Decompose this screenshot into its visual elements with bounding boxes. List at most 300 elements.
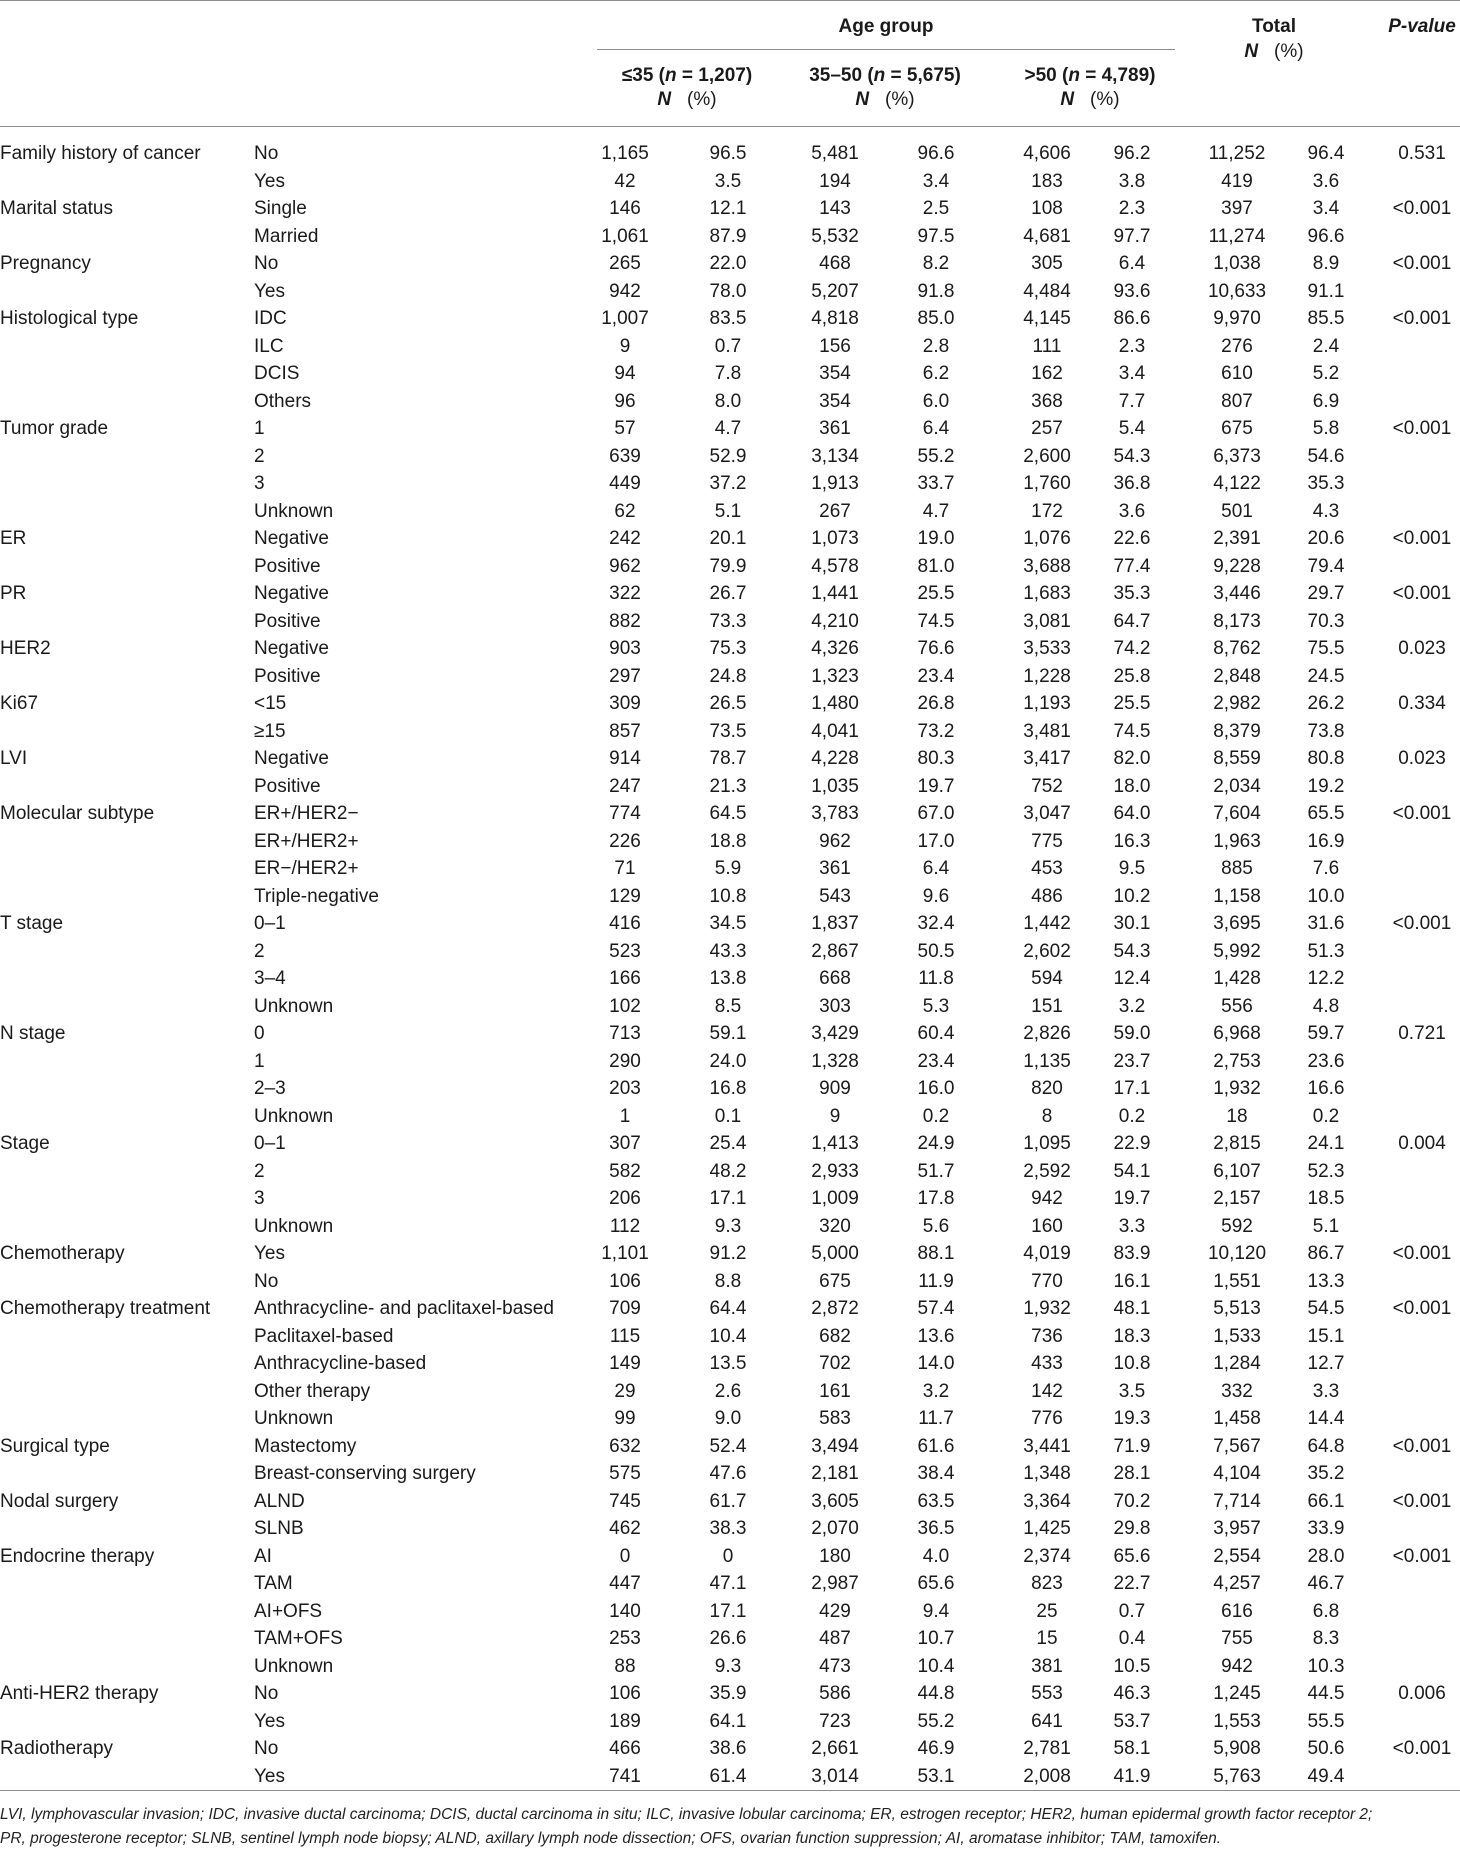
p-value-cell: 0.023 bbox=[1398, 638, 1446, 659]
percent-cell: 4.8 bbox=[1312, 995, 1340, 1017]
percent-cell: 73.2 bbox=[917, 720, 955, 742]
count-cell: 702 bbox=[819, 1353, 851, 1374]
percent-cell: 9.5 bbox=[1118, 858, 1146, 879]
count-cell: 4,228 bbox=[811, 748, 859, 769]
count-cell: 1,035 bbox=[811, 775, 859, 797]
category-label: TAM+OFS bbox=[254, 1628, 343, 1649]
category-label: Other therapy bbox=[254, 1380, 371, 1402]
count-cell: 909 bbox=[819, 1078, 851, 1099]
percent-cell: 25.8 bbox=[1113, 665, 1151, 687]
table-row bbox=[0, 1708, 1460, 1736]
count-cell: 0 bbox=[619, 1545, 631, 1567]
percent-cell: 5.2 bbox=[1312, 363, 1340, 384]
table-row bbox=[0, 498, 1460, 526]
percent-cell: 19.3 bbox=[1113, 1408, 1151, 1429]
variable-label: N stage bbox=[0, 1023, 66, 1044]
count-cell: 1,165 bbox=[601, 143, 649, 164]
variable-label: Tumor grade bbox=[0, 418, 109, 439]
percent-cell: 10.8 bbox=[709, 885, 747, 907]
percent-cell: 3.4 bbox=[922, 170, 950, 192]
count-cell: 276 bbox=[1221, 335, 1253, 357]
count-cell: 5,000 bbox=[811, 1243, 859, 1264]
percent-cell: 22.6 bbox=[1113, 528, 1151, 549]
variable-label: Endocrine therapy bbox=[0, 1545, 155, 1567]
count-cell: 18 bbox=[1226, 1105, 1248, 1127]
percent-cell: 10.8 bbox=[1113, 1353, 1151, 1374]
table-row bbox=[0, 1405, 1460, 1433]
percent-cell: 29.7 bbox=[1307, 583, 1345, 604]
percent-cell: 14.4 bbox=[1307, 1408, 1345, 1429]
category-label: Positive bbox=[254, 555, 321, 577]
table-row bbox=[0, 1543, 1460, 1571]
count-cell: 1,101 bbox=[601, 1243, 649, 1264]
percent-cell: 5.3 bbox=[922, 995, 950, 1017]
p-value-cell: <0.001 bbox=[1392, 253, 1452, 274]
percent-cell: 46.9 bbox=[917, 1738, 955, 1759]
percent-cell: 80.3 bbox=[917, 748, 955, 769]
percent-cell: 34.5 bbox=[709, 913, 747, 934]
table-row bbox=[0, 1625, 1460, 1653]
count-cell: 2,933 bbox=[811, 1160, 859, 1182]
count-cell: 1,038 bbox=[1213, 253, 1261, 274]
count-cell: 4,104 bbox=[1213, 1463, 1261, 1484]
p-value-cell: 0.023 bbox=[1398, 748, 1446, 769]
footnote-line: PR, progesterone receptor; SLNB, sentinel lymph node biopsy; ALND, axillary lymph node dissection; OFS, ovarian function suppression; AI, aromatase inhibitor; TAM, tamoxifen. bbox=[0, 1830, 1222, 1847]
count-cell: 885 bbox=[1221, 858, 1253, 879]
percent-cell: 43.3 bbox=[709, 940, 747, 962]
percent-cell: 8.2 bbox=[922, 253, 950, 274]
count-cell: 7,714 bbox=[1213, 1490, 1261, 1512]
percent-cell: 16.0 bbox=[917, 1078, 955, 1099]
count-cell: 160 bbox=[1031, 1215, 1063, 1237]
count-cell: 3,481 bbox=[1023, 720, 1071, 742]
count-cell: 62 bbox=[614, 500, 636, 522]
percent-cell: 47.1 bbox=[709, 1573, 747, 1594]
table-row bbox=[0, 690, 1460, 718]
percent-cell: 3.8 bbox=[1118, 170, 1146, 192]
percent-cell: 18.8 bbox=[709, 830, 747, 852]
percent-cell: 18.3 bbox=[1113, 1325, 1151, 1347]
percent-cell: 0.7 bbox=[1118, 1600, 1146, 1622]
count-cell: 575 bbox=[609, 1463, 641, 1484]
category-label: No bbox=[254, 1738, 279, 1759]
category-label: Unknown bbox=[254, 1408, 334, 1429]
percent-cell: 31.6 bbox=[1307, 913, 1345, 934]
percent-cell: 54.3 bbox=[1113, 445, 1151, 467]
percent-cell: 96.5 bbox=[709, 143, 747, 164]
percent-cell: 59.7 bbox=[1307, 1023, 1345, 1044]
table-row bbox=[0, 278, 1460, 306]
percent-cell: 2.6 bbox=[714, 1380, 742, 1402]
table-row bbox=[0, 965, 1460, 993]
percent-cell: 52.4 bbox=[709, 1435, 747, 1457]
table-row bbox=[0, 1488, 1460, 1516]
percent-cell: 26.6 bbox=[709, 1628, 747, 1649]
percent-cell: 35.2 bbox=[1307, 1463, 1345, 1484]
percent-cell: 19.7 bbox=[917, 775, 955, 797]
percent-cell: 19.0 bbox=[917, 528, 955, 549]
percent-cell: 13.3 bbox=[1307, 1270, 1345, 1292]
category-label: Yes bbox=[254, 170, 285, 192]
count-cell: 368 bbox=[1031, 390, 1063, 412]
percent-cell: 20.1 bbox=[709, 528, 747, 549]
count-cell: 903 bbox=[609, 638, 641, 659]
count-cell: 1,413 bbox=[811, 1133, 859, 1154]
percent-cell: 8.8 bbox=[714, 1270, 742, 1292]
count-cell: 4,041 bbox=[811, 720, 859, 742]
variable-label: Surgical type bbox=[0, 1435, 110, 1457]
count-cell: 553 bbox=[1031, 1683, 1063, 1704]
count-cell: 172 bbox=[1031, 500, 1063, 522]
count-cell: 7,567 bbox=[1213, 1435, 1261, 1457]
count-cell: 226 bbox=[609, 830, 641, 852]
percent-cell: 25.4 bbox=[709, 1133, 747, 1154]
count-cell: 592 bbox=[1221, 1215, 1253, 1237]
count-cell: 2,008 bbox=[1023, 1765, 1071, 1787]
category-label: Yes bbox=[254, 1710, 285, 1732]
table-row bbox=[0, 1323, 1460, 1351]
footnote bbox=[0, 1803, 1460, 1851]
category-label: Unknown bbox=[254, 1215, 334, 1237]
variable-label: T stage bbox=[0, 913, 64, 934]
p-value-cell: <0.001 bbox=[1392, 418, 1452, 439]
count-cell: 466 bbox=[609, 1738, 641, 1759]
count-cell: 775 bbox=[1031, 830, 1063, 852]
count-cell: 770 bbox=[1031, 1270, 1063, 1292]
count-cell: 267 bbox=[819, 500, 851, 522]
count-cell: 487 bbox=[819, 1628, 851, 1649]
percent-cell: 51.3 bbox=[1307, 940, 1345, 962]
percent-cell: 38.3 bbox=[709, 1518, 747, 1539]
table-row bbox=[0, 470, 1460, 498]
count-cell: 140 bbox=[609, 1600, 641, 1622]
table-row bbox=[0, 1103, 1460, 1131]
percent-cell: 9.6 bbox=[922, 885, 950, 907]
variable-label: Chemotherapy treatment bbox=[0, 1298, 211, 1319]
count-cell: 7,604 bbox=[1213, 803, 1261, 824]
percent-cell: 11.9 bbox=[918, 1270, 954, 1292]
count-cell: 94 bbox=[614, 363, 636, 384]
p-value-cell: 0.334 bbox=[1398, 693, 1446, 714]
category-label: Paclitaxel-based bbox=[254, 1325, 394, 1347]
percent-cell: 70.3 bbox=[1307, 610, 1345, 632]
count-cell: 4,326 bbox=[811, 638, 859, 659]
count-cell: 42 bbox=[614, 170, 636, 192]
table-row bbox=[0, 1130, 1460, 1158]
percent-cell: 13.8 bbox=[709, 968, 747, 989]
count-cell: 486 bbox=[1031, 885, 1063, 907]
count-cell: 8,559 bbox=[1213, 748, 1261, 769]
table-top-rule bbox=[0, 0, 1460, 1]
count-cell: 639 bbox=[609, 445, 641, 467]
percent-cell: 26.2 bbox=[1307, 693, 1345, 714]
category-label: 3 bbox=[254, 1188, 265, 1209]
table-row bbox=[0, 938, 1460, 966]
percent-cell: 50.5 bbox=[917, 940, 955, 962]
table-row bbox=[0, 195, 1460, 223]
percent-cell: 87.9 bbox=[709, 225, 747, 247]
table-row bbox=[0, 250, 1460, 278]
percent-cell: 30.1 bbox=[1113, 913, 1151, 934]
percent-cell: 91.1 bbox=[1307, 280, 1345, 302]
group3-header: >50 (n = 4,789) N (%) bbox=[1024, 65, 1156, 110]
count-cell: 1,193 bbox=[1023, 693, 1071, 714]
percent-cell: 10.7 bbox=[917, 1628, 955, 1649]
category-label: Married bbox=[254, 225, 319, 247]
table-row bbox=[0, 443, 1460, 471]
percent-cell: 2.8 bbox=[922, 335, 950, 357]
percent-cell: 97.7 bbox=[1113, 225, 1151, 247]
percent-cell: 70.2 bbox=[1113, 1490, 1151, 1512]
count-cell: 1 bbox=[619, 1105, 631, 1127]
count-cell: 5,513 bbox=[1213, 1298, 1261, 1319]
count-cell: 4,145 bbox=[1023, 308, 1071, 329]
category-label: Negative bbox=[254, 528, 329, 549]
count-cell: 4,210 bbox=[811, 610, 859, 632]
count-cell: 2,826 bbox=[1023, 1023, 1071, 1044]
category-label: Positive bbox=[254, 665, 321, 687]
percent-cell: 16.8 bbox=[709, 1078, 747, 1099]
count-cell: 2,815 bbox=[1213, 1133, 1261, 1154]
count-cell: 397 bbox=[1221, 198, 1253, 219]
count-cell: 741 bbox=[609, 1765, 641, 1787]
category-label: Negative bbox=[254, 583, 329, 604]
count-cell: 2,554 bbox=[1213, 1545, 1261, 1567]
category-label: ALND bbox=[254, 1490, 305, 1512]
count-cell: 305 bbox=[1031, 253, 1063, 274]
category-label: Triple-negative bbox=[254, 885, 379, 907]
percent-cell: 2.4 bbox=[1312, 335, 1340, 357]
percent-cell: 33.7 bbox=[917, 473, 955, 494]
category-label: Mastectomy bbox=[254, 1435, 357, 1457]
count-cell: 9 bbox=[829, 1105, 841, 1127]
percent-cell: 61.4 bbox=[709, 1765, 747, 1787]
table-row bbox=[0, 993, 1460, 1021]
percent-cell: 65.6 bbox=[1113, 1545, 1151, 1567]
category-label: ER+/HER2+ bbox=[254, 830, 359, 852]
count-cell: 1,425 bbox=[1023, 1518, 1071, 1539]
percent-cell: 86.7 bbox=[1307, 1243, 1345, 1264]
percent-cell: 23.4 bbox=[917, 1050, 955, 1072]
count-cell: 1,553 bbox=[1213, 1710, 1261, 1732]
percent-cell: 11.7 bbox=[918, 1408, 954, 1429]
table-row bbox=[0, 1268, 1460, 1296]
p-value-cell: <0.001 bbox=[1392, 528, 1452, 549]
percent-cell: 7.7 bbox=[1118, 390, 1146, 412]
count-cell: 675 bbox=[819, 1270, 851, 1292]
table-row bbox=[0, 1295, 1460, 1323]
count-cell: 1,007 bbox=[601, 308, 649, 329]
percent-cell: 21.3 bbox=[709, 775, 747, 797]
count-cell: 1,284 bbox=[1213, 1353, 1261, 1374]
count-cell: 709 bbox=[609, 1298, 641, 1319]
table-row bbox=[0, 828, 1460, 856]
percent-cell: 74.5 bbox=[1113, 720, 1151, 742]
count-cell: 1,348 bbox=[1023, 1463, 1071, 1484]
percent-cell: 12.1 bbox=[709, 198, 747, 219]
count-cell: 194 bbox=[819, 170, 851, 192]
count-cell: 112 bbox=[609, 1215, 641, 1237]
count-cell: 2,157 bbox=[1213, 1188, 1261, 1209]
category-label: Breast-conserving surgery bbox=[254, 1463, 476, 1484]
count-cell: 2,848 bbox=[1213, 665, 1261, 687]
p-value-cell: <0.001 bbox=[1392, 913, 1452, 934]
percent-cell: 93.6 bbox=[1113, 280, 1151, 302]
percent-cell: 17.1 bbox=[709, 1188, 747, 1209]
percent-cell: 67.0 bbox=[917, 803, 955, 824]
percent-cell: 55.5 bbox=[1307, 1710, 1345, 1732]
percent-cell: 91.8 bbox=[917, 280, 955, 302]
count-cell: 1,551 bbox=[1213, 1270, 1261, 1292]
percent-cell: 20.6 bbox=[1307, 528, 1345, 549]
percent-cell: 16.3 bbox=[1113, 830, 1151, 852]
count-cell: 6,107 bbox=[1213, 1160, 1261, 1182]
count-cell: 3,957 bbox=[1213, 1518, 1261, 1539]
count-cell: 9,228 bbox=[1213, 555, 1261, 577]
percent-cell: 85.0 bbox=[917, 308, 955, 329]
count-cell: 914 bbox=[609, 748, 641, 769]
count-cell: 2,181 bbox=[811, 1463, 859, 1484]
percent-cell: 15.1 bbox=[1307, 1325, 1345, 1347]
table-row bbox=[0, 168, 1460, 196]
table-row bbox=[0, 1158, 1460, 1186]
variable-label: Histological type bbox=[0, 308, 139, 329]
percent-cell: 9.3 bbox=[714, 1655, 742, 1677]
percent-cell: 64.4 bbox=[709, 1298, 747, 1319]
count-cell: 616 bbox=[1221, 1600, 1253, 1622]
percent-cell: 36.8 bbox=[1113, 473, 1151, 494]
percent-cell: 10.5 bbox=[1113, 1655, 1151, 1677]
count-cell: 3,417 bbox=[1023, 748, 1071, 769]
count-cell: 1,533 bbox=[1213, 1325, 1261, 1347]
count-cell: 29 bbox=[614, 1380, 636, 1402]
count-cell: 962 bbox=[819, 830, 851, 852]
count-cell: 1,963 bbox=[1213, 830, 1261, 852]
percent-cell: 64.1 bbox=[709, 1710, 747, 1732]
count-cell: 4,606 bbox=[1023, 143, 1071, 164]
group1-header: ≤35 (n = 1,207) N (%) bbox=[621, 65, 753, 110]
p-value-cell: <0.001 bbox=[1392, 583, 1452, 604]
count-cell: 4,257 bbox=[1213, 1573, 1261, 1594]
count-cell: 1,228 bbox=[1023, 665, 1071, 687]
count-cell: 713 bbox=[609, 1023, 641, 1044]
category-label: IDC bbox=[254, 308, 287, 329]
percent-cell: 19.7 bbox=[1113, 1188, 1151, 1209]
percent-cell: 16.6 bbox=[1307, 1078, 1345, 1099]
category-label: 0–1 bbox=[254, 913, 286, 934]
count-cell: 3,688 bbox=[1023, 555, 1071, 577]
count-cell: 57 bbox=[614, 418, 636, 439]
table-row bbox=[0, 800, 1460, 828]
percent-cell: 38.4 bbox=[917, 1463, 955, 1484]
category-label: TAM bbox=[254, 1573, 293, 1594]
count-cell: 320 bbox=[819, 1215, 851, 1237]
percent-cell: 23.6 bbox=[1307, 1050, 1345, 1072]
category-label: 2–3 bbox=[254, 1078, 286, 1099]
percent-cell: 55.2 bbox=[917, 1710, 955, 1732]
variable-label: PR bbox=[0, 583, 27, 604]
table-row bbox=[0, 305, 1460, 333]
percent-cell: 75.3 bbox=[709, 638, 747, 659]
table-row bbox=[0, 855, 1460, 883]
category-label: 0–1 bbox=[254, 1133, 286, 1154]
percent-cell: 97.5 bbox=[917, 225, 955, 247]
category-label: AI bbox=[254, 1545, 272, 1567]
percent-cell: 5.1 bbox=[1312, 1215, 1340, 1237]
count-cell: 5,481 bbox=[811, 143, 859, 164]
percent-cell: 22.7 bbox=[1113, 1573, 1151, 1594]
count-cell: 1,442 bbox=[1023, 913, 1071, 934]
percent-cell: 61.6 bbox=[917, 1435, 955, 1457]
percent-cell: 41.9 bbox=[1113, 1765, 1151, 1787]
count-cell: 5,763 bbox=[1213, 1765, 1261, 1787]
percent-cell: 3.2 bbox=[1118, 995, 1146, 1017]
count-cell: 3,429 bbox=[811, 1023, 859, 1044]
table-row bbox=[0, 1185, 1460, 1213]
percent-cell: 50.6 bbox=[1307, 1738, 1345, 1759]
percent-cell: 7.8 bbox=[714, 363, 742, 384]
percent-cell: 83.9 bbox=[1113, 1243, 1151, 1264]
percent-cell: 25.5 bbox=[917, 583, 955, 604]
table-row bbox=[0, 663, 1460, 691]
table-row bbox=[0, 415, 1460, 443]
p-value-cell: 0.531 bbox=[1398, 143, 1446, 164]
percent-cell: 6.4 bbox=[922, 418, 950, 439]
category-label: <15 bbox=[254, 693, 287, 714]
percent-cell: 59.0 bbox=[1113, 1023, 1151, 1044]
category-label: No bbox=[254, 1270, 279, 1292]
percent-cell: 3.3 bbox=[1118, 1215, 1146, 1237]
count-cell: 774 bbox=[609, 803, 641, 824]
p-value-header: P-value bbox=[1388, 16, 1456, 37]
percent-cell: 64.5 bbox=[709, 803, 747, 824]
count-cell: 736 bbox=[1031, 1325, 1063, 1347]
count-cell: 1,245 bbox=[1213, 1683, 1261, 1704]
table-row bbox=[0, 718, 1460, 746]
count-cell: 1,760 bbox=[1023, 473, 1071, 494]
percent-cell: 85.5 bbox=[1307, 308, 1345, 329]
category-label: AI+OFS bbox=[254, 1600, 323, 1622]
percent-cell: 4.7 bbox=[922, 500, 950, 522]
count-cell: 4,019 bbox=[1023, 1243, 1071, 1264]
percent-cell: 35.3 bbox=[1307, 473, 1345, 494]
variable-label: Nodal surgery bbox=[0, 1490, 119, 1512]
count-cell: 5,908 bbox=[1213, 1738, 1261, 1759]
category-label: Unknown bbox=[254, 500, 334, 522]
count-cell: 11,274 bbox=[1208, 225, 1266, 247]
percent-cell: 5.1 bbox=[714, 500, 742, 522]
count-cell: 1,683 bbox=[1023, 583, 1071, 604]
p-value-cell: <0.001 bbox=[1392, 198, 1452, 219]
count-cell: 501 bbox=[1221, 500, 1253, 522]
age-group-header: Age group bbox=[838, 16, 934, 37]
count-cell: 468 bbox=[819, 253, 851, 274]
percent-cell: 54.3 bbox=[1113, 940, 1151, 962]
count-cell: 257 bbox=[1031, 418, 1063, 439]
percent-cell: 26.5 bbox=[709, 693, 747, 714]
percent-cell: 32.4 bbox=[917, 913, 955, 934]
category-label: Positive bbox=[254, 610, 321, 632]
table-row bbox=[0, 360, 1460, 388]
footnote-line: LVI, lymphovascular invasion; IDC, invasive ductal carcinoma; DCIS, ductal carcinoma in situ; ILC, invasive lobular carcinoma; ER, estrogen receptor; HER2, human epidermal growth factor receptor 2; bbox=[0, 1806, 1373, 1823]
percent-cell: 79.9 bbox=[709, 555, 747, 577]
count-cell: 820 bbox=[1031, 1078, 1063, 1099]
count-cell: 8,379 bbox=[1213, 720, 1261, 742]
percent-cell: 57.4 bbox=[917, 1298, 955, 1319]
percent-cell: 3.4 bbox=[1312, 198, 1340, 219]
count-cell: 162 bbox=[1031, 363, 1063, 384]
count-cell: 1,458 bbox=[1213, 1408, 1261, 1429]
